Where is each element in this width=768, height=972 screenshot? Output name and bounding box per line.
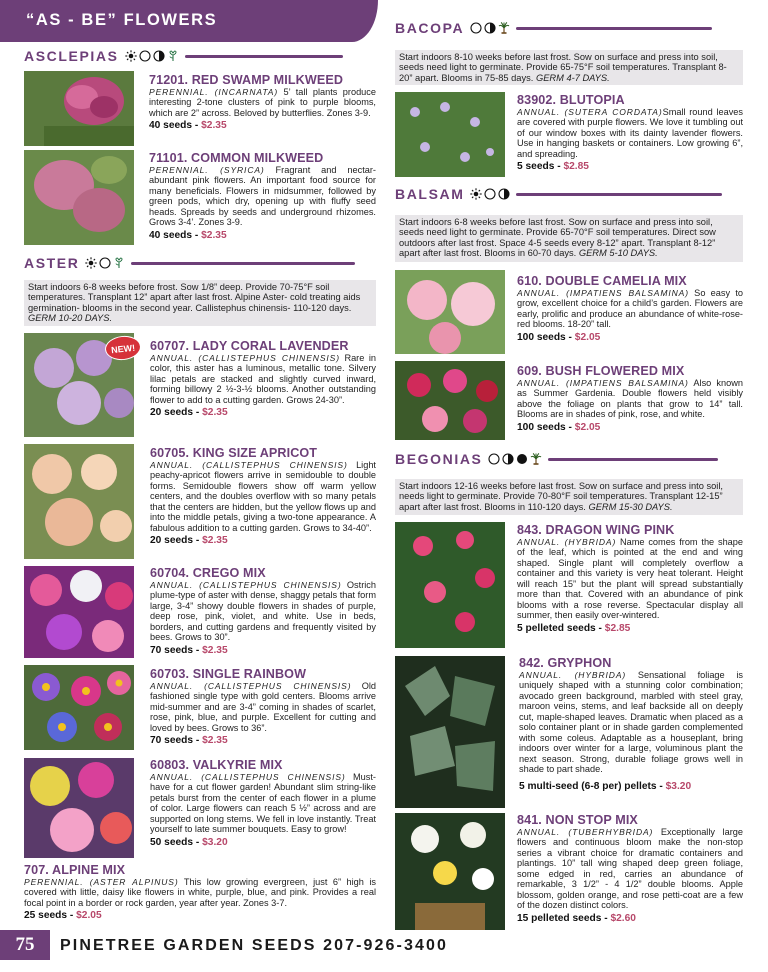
product-description (517, 107, 743, 159)
product-price-line: 100 seeds - $2.05 (517, 421, 601, 433)
product-price: $2.35 (202, 407, 228, 419)
page-number: 75 (0, 930, 50, 960)
section-title-begonias: BEGONIAS (395, 451, 483, 467)
product-qty: 40 seeds (149, 229, 193, 241)
product-description (150, 772, 376, 835)
product-71101 (149, 151, 376, 241)
product-price: $2.60 (610, 912, 636, 924)
product-latin: ANNUAL. (CALLISTEPHUS CHINENSIS) (150, 681, 352, 691)
bacopa-growing-info (395, 50, 743, 85)
photo-gryphon (395, 656, 505, 808)
product-description (150, 580, 376, 643)
photo-single-rainbow (24, 665, 134, 750)
product-qty: 40 seeds (149, 120, 193, 132)
product-qty: 15 pelleted seeds (517, 912, 602, 924)
product-qty: 20 seeds (150, 535, 194, 547)
product-latin: ANNUAL. (TUBERHYBRIDA) (517, 827, 654, 837)
palm-icon (530, 453, 542, 465)
product-title: 83902. BLUTOPIA (517, 93, 625, 107)
section-swoosh (516, 27, 712, 30)
half-shade-icon (484, 22, 496, 34)
product-latin: ANNUAL. (CALLISTEPHUS CHINENSIS) (150, 580, 342, 590)
product-qty: 25 seeds (24, 910, 68, 922)
product-description (517, 378, 743, 420)
section-header-bacopa (395, 18, 743, 38)
product-price-line: 40 seeds - $2.35 (149, 120, 227, 132)
section-title-balsam: BALSAM (395, 186, 465, 202)
product-title: 71101. COMMON MILKWEED (149, 151, 324, 165)
flower-icon (113, 257, 125, 269)
product-latin: ANNUAL. (CALLISTEPHUS CHINENSIS) (150, 353, 340, 363)
product-description (149, 165, 376, 228)
section-header-asclepias (24, 46, 376, 66)
sun-icon (85, 257, 97, 269)
germ-text: GERM 5-10 DAYS. (578, 248, 658, 259)
product-price-line: 40 seeds - $2.35 (149, 229, 227, 241)
product-title: 71201. RED SWAMP MILKWEED (149, 73, 344, 87)
section-swoosh (548, 458, 718, 461)
growing-icons (470, 188, 510, 200)
product-qty: 50 seeds (150, 836, 194, 848)
product-qty: 5 multi-seed (6-8 per) pellets (519, 780, 657, 792)
product-description (24, 877, 376, 908)
product-title: 60803. VALKYRIE MIX (150, 758, 283, 772)
product-qty: 70 seeds (150, 735, 194, 747)
product-price: $2.35 (201, 120, 227, 132)
germ-text: GERM 15-30 DAYS. (588, 501, 673, 512)
photo-common-milkweed (24, 150, 134, 245)
product-latin: PERENNIAL. (ASTER ALPINUS) (24, 877, 179, 887)
circle-empty-icon (99, 257, 111, 269)
photo-bush-flowered-mix (395, 361, 505, 440)
product-desc-text: This low growing evergreen, just 6” high is covered with little, daisy like flowers in white, purple, blue, and pink. Provides a real focal point in a border or rock garden, year after year. Zones 3-7. (24, 877, 376, 908)
product-price: $2.85 (563, 161, 589, 173)
photo-crego-mix (24, 566, 134, 658)
photo-king-size-apricot (24, 444, 134, 559)
product-price-line: 5 multi-seed (6-8 per) pellets - $3.20 (519, 780, 692, 792)
balsam-growing-info (395, 215, 743, 262)
product-latin: ANNUAL. (CALLISTEPHUS CHINENSIS) (150, 460, 348, 470)
product-latin: ANNUAL. (SUTERA CORDATA) (517, 107, 663, 117)
product-price-line: 70 seeds - $2.35 (150, 735, 228, 747)
product-price: $2.35 (201, 229, 227, 241)
product-609 (517, 364, 743, 433)
product-desc-text: Small round leaves are covered with purple flowers. We love it tumbling out of our window boxes with its dainty lavender flowers. Use in hanging baskets or containers. Low growing 6”, and spreading. (517, 107, 743, 159)
product-841 (517, 813, 743, 924)
product-description (519, 670, 743, 775)
begonias-growing-info (395, 479, 743, 515)
palm-icon (498, 22, 510, 34)
product-price-line: 50 seeds - $3.20 (150, 836, 228, 848)
product-latin: PERENNIAL. (SYRICA) (149, 165, 265, 175)
product-title: 610. DOUBLE CAMELIA MIX (517, 274, 687, 288)
product-desc-text: Exceptionally large flowers and continuous bloom make the non-stop series a vibrant choice for dramatic containers and plantings. 10” tall wing shaped deep green foliage, some edged in red, carries an abundance of remarkable, 3 1/2” - 4 1/2” double blooms. Apple blossom, golden orange, and rose petti-coat are a few of the dozen distinct colors. (517, 827, 743, 911)
product-title: 841. NON STOP MIX (517, 813, 638, 827)
product-price: $2.05 (76, 910, 102, 922)
growing-icons (470, 22, 510, 34)
product-description (517, 827, 743, 911)
product-60803 (150, 758, 376, 848)
info-text: Start indoors 6-8 weeks before frost. Sow 1/8” deep. Provide 70-75°F soil temperatures. Transplant 12” apart after last frost. Alpine Aster- cold treating aids germination- blooms in the second year. Callistephus chinensis- 110-120 days. (28, 282, 361, 313)
section-swoosh (516, 193, 722, 196)
section-swoosh (185, 55, 343, 58)
product-title: 60705. KING SIZE APRICOT (150, 446, 318, 460)
half-shade-icon (498, 188, 510, 200)
product-qty: 70 seeds (150, 644, 194, 656)
product-qty: 100 seeds (517, 331, 566, 343)
product-610 (517, 274, 743, 343)
product-price: $2.85 (604, 622, 631, 634)
product-title: 60704. CREGO MIX (150, 566, 266, 580)
aster-growing-info (24, 280, 376, 326)
germ-text: GERM 10-20 DAYS. (28, 313, 113, 324)
product-desc-text: Fragrant and nectar-abundant pink flowers. An important food source for many beneficials. Flowers in midsummer, followed by green pods, which dry, opening up with fluffy seed heads. Spreads by seeds and underground rhizomes. Grows 3-4’. Zones 3-9. (149, 165, 376, 228)
product-price: $2.35 (202, 535, 228, 547)
photo-red-swamp-milkweed (24, 71, 134, 146)
product-latin: ANNUAL. (HYBRIDA) (519, 670, 627, 680)
section-header-aster (24, 253, 376, 273)
product-price-line: 25 seeds - $2.05 (24, 910, 102, 922)
product-latin: ANNUAL. (CALLISTEPHUS CHINENSIS) (150, 772, 346, 782)
product-desc-text: Must-have for a cut flower garden! Abundant slim string-like petals burst from the center of each flower in a plume of color. Large flowers can reach 5 ½” across and are supported on long stems. We fell in love instantly. Treat yourself to late summer bouquets. Easy to grow! (150, 772, 376, 835)
product-description (517, 288, 743, 330)
product-price-line: 5 seeds - $2.85 (517, 161, 589, 173)
photo-double-camelia-mix (395, 270, 505, 354)
product-title: 842. GRYPHON (519, 656, 612, 670)
product-desc-text: 5’ tall plants produce interesting 2-tone clusters of pink to purple blooms, which are 2” across. Beloved by butterflies. Zones 3-9. (149, 87, 376, 118)
product-description (150, 353, 376, 405)
product-desc-text: Also known as Summer Gardenia. Double flowers held visibly above the foliage on plants that grow to 14” tall. Blooms are in shades of pink, rose, and white. (517, 378, 743, 420)
section-header-begonias (395, 449, 743, 469)
circle-empty-icon (488, 453, 500, 465)
product-desc-text: Ostrich plume-type of aster with dense, shaggy petals that form large, 3-4” showy double flowers in shades of purple, deep rose, pink, violet, and white. Use in beds, borders, and cutting gardens and frequently visited by bees. Grows to 30”. (150, 580, 376, 643)
product-price: $3.20 (665, 780, 692, 792)
product-latin: ANNUAL. (IMPATIENS BALSAMINA) (517, 288, 689, 298)
circle-empty-icon (484, 188, 496, 200)
section-swoosh (131, 262, 355, 265)
product-843 (517, 523, 743, 634)
sun-icon (125, 50, 137, 62)
photo-dragon-wing-pink (395, 522, 505, 648)
product-description (517, 537, 743, 621)
product-desc-text: Light peachy-apricot flowers arrive in semidouble to double forms. Semidouble flowers show off warm yellow centers, and the doubles overflow with so many petals that the centers are hidden, but the yellow flows up and into the middle petals, giving a two-tone appearance. A fabulous addition to a cutting garden. Grows to 34-40”. (150, 460, 376, 533)
product-price: $2.05 (574, 331, 601, 343)
product-qty: 5 seeds (517, 161, 555, 173)
sun-icon (470, 188, 482, 200)
flower-icon (167, 50, 179, 62)
footer-contact: PINETREE GARDEN SEEDS 207-926-3400 (60, 937, 448, 954)
product-price: $2.35 (202, 644, 228, 656)
product-latin: ANNUAL. (IMPATIENS BALSAMINA) (517, 378, 689, 388)
growing-icons (85, 257, 125, 269)
product-desc-text: So easy to grow, excellent choice for a child’s garden. Flowers are early, prolific and produce an abundance of white-rose-red blooms. 18-20” tall. (517, 288, 743, 330)
product-60704 (150, 566, 376, 656)
product-qty: 20 seeds (150, 407, 194, 419)
product-price-line: 20 seeds - $2.35 (150, 535, 228, 547)
product-desc-text: Name comes from the shape of the leaf, which is pointed at the end and wing shaped. Single plant will completely overflow a container and this variety is very heat tolerant. Height will reach 15” but the plant will spread substantially more than that. Covered with an abundance of pink blooms with a rose reverse. Spectacular display all summer, then easily over-wintered. (517, 537, 744, 621)
product-title: 60703. SINGLE RAINBOW (150, 667, 307, 681)
product-latin: ANNUAL. (HYBRIDA) (517, 537, 617, 547)
product-latin: PERENNIAL. (INCARNATA) (149, 87, 279, 97)
info-text: Start indoors 6-8 weeks before last frost. Sow on surface and press into soil, seeds need light to germinate. Provide 65-70°F soil temperatures. Direct sow outdoors after last frost. Space 4-5 seeds every 8-12” apart. Transplant 8-12” apart after last frost. Blooms in 60-70 days. (399, 217, 716, 259)
product-title: 707. ALPINE MIX (24, 863, 126, 877)
product-83902 (517, 93, 743, 172)
section-header-balsam (395, 184, 743, 204)
product-qty: 100 seeds (517, 421, 566, 433)
full-shade-icon (516, 453, 528, 465)
growing-icons (125, 50, 179, 62)
photo-blutopia (395, 92, 505, 177)
circle-empty-icon (139, 50, 151, 62)
half-shade-icon (153, 50, 165, 62)
product-price: $2.05 (574, 421, 601, 433)
page-title: “AS - BE” FLOWERS (26, 11, 218, 29)
product-price-line: 100 seeds - $2.05 (517, 331, 601, 343)
product-price-line: 15 pelleted seeds - $2.60 (517, 912, 636, 924)
product-description (150, 460, 376, 533)
product-title: 843. DRAGON WING PINK (517, 523, 675, 537)
product-desc-text: Old fashioned single type with gold centers. Blooms arrive mid-summer and are 3-4” coming in shades of scarlet, rose, pink, blue, and purple. Excellent for cutting and loved by bees. Grows to 36”. (150, 681, 376, 733)
product-price: $3.20 (202, 836, 228, 848)
new-badge: NEW! (104, 334, 142, 362)
product-price: $2.35 (202, 735, 228, 747)
section-title-aster: ASTER (24, 255, 80, 271)
photo-valkyrie-mix (24, 758, 134, 858)
half-shade-icon (502, 453, 514, 465)
info-text: Start indoors 12-16 weeks before last frost. Sow on surface and press into soil, needs light to germinate. Provide 70-80°F soil temperatures. Transplant 12-15” apart after last frost. Blooms in 110-120 days. (399, 481, 724, 512)
product-60703 (150, 667, 376, 746)
product-qty: 5 pelleted seeds (517, 622, 596, 634)
section-title-bacopa: BACOPA (395, 20, 465, 36)
product-desc-text: Rare in color, this aster has a luminous, metallic tone. Silvery lilac petals are stacked and slightly curved inward, forming billowy 2 ½-3-½ blooms. Another outstanding flower to add to a cutting garden. Grows 24-30”. (150, 353, 376, 405)
info-text: Start indoors 8-10 weeks before last frost. Sow on surface and press into soil, seeds need light to germinate. Provide 65-75°F soil temperatures. Transplant 8-20” apart. Blooms in 75-85 days. (399, 52, 727, 83)
germ-text: GERM 4-7 DAYS. (535, 72, 610, 83)
growing-icons (488, 453, 542, 465)
product-price-line: 20 seeds - $2.35 (150, 407, 228, 419)
product-title: 60707. LADY CORAL LAVENDER (150, 339, 349, 353)
product-title: 609. BUSH FLOWERED MIX (517, 364, 685, 378)
section-title-asclepias: ASCLEPIAS (24, 48, 119, 64)
product-60705 (150, 446, 376, 546)
circle-empty-icon (470, 22, 482, 34)
product-71201 (149, 73, 376, 131)
product-price-line: 70 seeds - $2.35 (150, 644, 228, 656)
product-price-line: 5 pelleted seeds - $2.85 (517, 622, 631, 634)
product-707 (24, 863, 376, 921)
product-description (149, 87, 376, 118)
product-desc-text: Sensational foliage is uniquely shaped with a stunning color combination; avocado green background, marbled with steel gray, maroon veins, stems, and leaf backside all on deeply cut, maple-shaped leaves. Dramatic when placed as a solo container plant or in shade garden complemented with some coleus. Adaptable as a houseplant, bring indoors over winter for a large, voluminous plant the next season. Strong, durable foliage grows well in shade to part shade. (519, 670, 743, 775)
product-60707 (150, 339, 376, 418)
product-description (150, 681, 376, 733)
photo-non-stop-mix (395, 813, 505, 930)
product-842 (519, 656, 743, 792)
